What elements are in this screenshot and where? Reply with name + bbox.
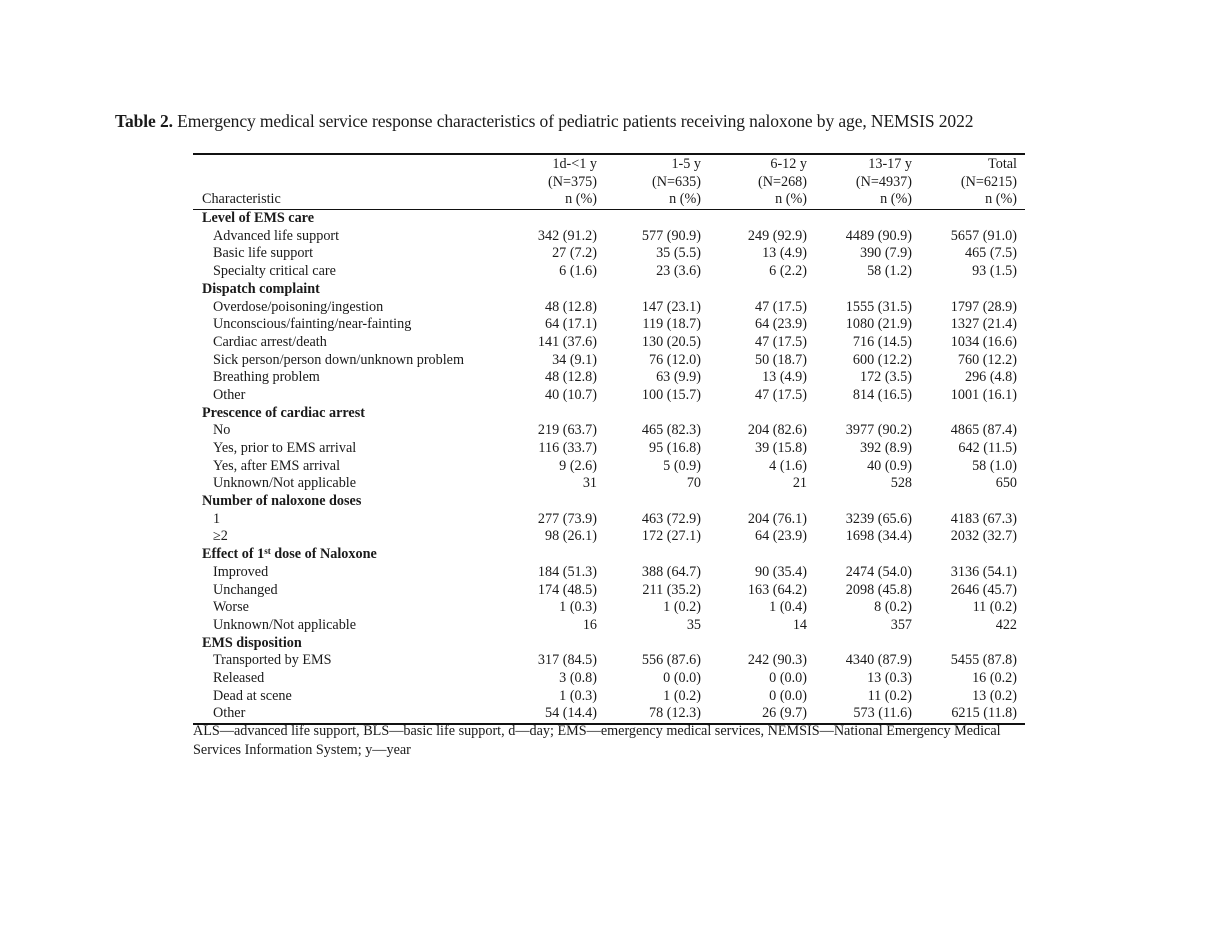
cell-value: 40 (0.9) — [867, 457, 912, 474]
cell-value: 63 (9.9) — [656, 369, 701, 386]
cell-value: 130 (20.5) — [641, 333, 701, 350]
row-label: Cardiac arrest/death — [213, 333, 327, 350]
section-title: Level of EMS care — [202, 210, 315, 227]
cell-value: 119 (18.7) — [642, 316, 701, 333]
cell-value: 388 (64.7) — [641, 563, 701, 580]
row-label: Sick person/person down/unknown problem — [213, 351, 465, 368]
cell-value: 90 (35.4) — [754, 563, 807, 580]
cell-value: 211 (35.2) — [642, 581, 701, 598]
table-row — [193, 440, 1025, 458]
cell-value: 76 (12.0) — [648, 351, 701, 368]
cell-value: 204 (76.1) — [747, 510, 807, 527]
table-row — [193, 387, 1025, 405]
cell-value: 116 (33.7) — [538, 440, 597, 456]
row-label: Improved — [213, 563, 269, 580]
cell-value: 35 — [686, 616, 701, 633]
cell-value: 1 (0.3) — [559, 599, 597, 616]
col-header-n: (N=6215) — [960, 173, 1017, 190]
section-header-row — [193, 210, 1025, 228]
table-caption — [115, 111, 973, 132]
table-row — [193, 352, 1025, 370]
section-header-row — [193, 546, 1025, 564]
cell-value: 465 (82.3) — [641, 422, 701, 439]
col-header-age: 1d-<1 y — [552, 156, 597, 172]
cell-value: 141 (37.6) — [537, 333, 597, 350]
cell-value: 1555 (31.5) — [845, 298, 912, 315]
cell-value: 21 — [792, 475, 807, 492]
cell-value: 1 (0.3) — [559, 687, 597, 704]
cell-value: 716 (14.5) — [852, 333, 912, 350]
cell-value: 1 (0.4) — [769, 599, 807, 616]
cell-value: 93 (1.5) — [972, 263, 1017, 280]
cell-value: 172 (3.5) — [859, 369, 912, 386]
table-row — [193, 228, 1025, 246]
cell-value: 600 (12.2) — [852, 351, 912, 368]
row-label: Unconscious/fainting/near-fainting — [213, 316, 412, 333]
cell-value: 0 (0.0) — [663, 669, 701, 686]
cell-value: 100 (15.7) — [641, 386, 701, 403]
table-row — [193, 511, 1025, 529]
cell-value: 184 (51.3) — [537, 563, 597, 580]
col-header-unit: n (%) — [880, 191, 912, 208]
cell-value: 13 (4.9) — [762, 245, 807, 262]
cell-value: 40 (10.7) — [544, 386, 597, 403]
cell-value: 642 (11.5) — [958, 440, 1017, 456]
cell-value: 814 (16.5) — [852, 386, 912, 403]
cell-value: 577 (90.9) — [641, 227, 701, 244]
cell-value: 4340 (87.9) — [845, 652, 912, 669]
cell-value: 147 (23.1) — [641, 298, 701, 315]
table-row — [193, 670, 1025, 688]
table-row — [193, 564, 1025, 582]
col-header-unit: n (%) — [985, 191, 1017, 208]
cell-value: 16 — [582, 616, 597, 633]
cell-value: 2098 (45.8) — [845, 581, 912, 598]
cell-value: 277 (73.9) — [537, 510, 597, 527]
cell-value: 1698 (34.4) — [845, 528, 912, 545]
cell-value: 5657 (91.0) — [950, 227, 1017, 244]
row-label: Transported by EMS — [213, 652, 332, 669]
cell-value: 6 (2.2) — [769, 263, 807, 280]
cell-value: 47 (17.5) — [754, 333, 807, 350]
cell-value: 174 (48.5) — [537, 581, 597, 598]
table-row — [193, 458, 1025, 476]
cell-value: 163 (64.2) — [747, 581, 807, 598]
col-header-n: (N=4937) — [855, 173, 912, 190]
cell-value: 1797 (28.9) — [950, 298, 1017, 315]
table-header — [193, 155, 1025, 209]
cell-value: 3 (0.8) — [559, 669, 597, 686]
table-row — [193, 582, 1025, 600]
cell-value: 556 (87.6) — [641, 652, 701, 669]
col-header-unit: n (%) — [565, 191, 597, 208]
cell-value: 2474 (54.0) — [845, 563, 912, 580]
col-header-characteristic: Characteristic — [202, 191, 281, 208]
cell-value: 34 (9.1) — [552, 351, 597, 368]
section-title: Number of naloxone doses — [202, 493, 362, 510]
cell-value: 463 (72.9) — [641, 510, 701, 527]
cell-value: 3239 (65.6) — [845, 510, 912, 527]
cell-value: 9 (2.6) — [559, 457, 597, 474]
table-row — [193, 245, 1025, 263]
section-title: Prescence of cardiac arrest — [202, 404, 365, 421]
col-header-unit: n (%) — [775, 191, 807, 208]
table-title: Emergency medical service response characteristics of pediatric patients receiving naloxone by age, NEMSIS 2022 — [172, 111, 974, 131]
cell-value: 98 (26.1) — [544, 528, 597, 545]
table-row — [193, 299, 1025, 317]
cell-value: 528 — [890, 475, 912, 492]
table-row — [193, 475, 1025, 493]
cell-value: 760 (12.2) — [957, 351, 1017, 368]
cell-value: 6215 (11.8) — [951, 705, 1017, 722]
cell-value: 296 (4.8) — [964, 369, 1017, 386]
row-label: Yes, after EMS arrival — [213, 457, 341, 474]
section-header-row — [193, 281, 1025, 299]
cell-value: 2646 (45.7) — [950, 581, 1017, 598]
table-row — [193, 617, 1025, 635]
cell-value: 4865 (87.4) — [950, 422, 1017, 439]
table-row — [193, 599, 1025, 617]
cell-value: 317 (84.5) — [537, 652, 597, 669]
table-footnote: ALS—advanced life support, BLS—basic life support, d—day; EMS—emergency medical services, NEMSIS—National Emergency Medical Services Information System; y—year — [193, 723, 1001, 758]
cell-value: 64 (23.9) — [754, 528, 807, 545]
table-row — [193, 705, 1025, 723]
cell-value: 4 (1.6) — [769, 457, 807, 474]
cell-value: 4183 (67.3) — [950, 510, 1017, 527]
col-header-unit: n (%) — [669, 191, 701, 208]
section-header-row — [193, 405, 1025, 423]
cell-value: 204 (82.6) — [747, 422, 807, 439]
table-row — [193, 528, 1025, 546]
section-header-row — [193, 493, 1025, 511]
cell-value: 14 — [792, 616, 807, 633]
cell-value: 422 — [995, 616, 1017, 633]
cell-value: 342 (91.2) — [537, 227, 597, 244]
cell-value: 242 (90.3) — [747, 652, 807, 669]
row-label: Other — [213, 386, 246, 403]
data-table — [193, 153, 1025, 725]
col-header-age: 1-5 y — [671, 156, 701, 172]
table-row — [193, 263, 1025, 281]
row-label: Unchanged — [213, 581, 278, 598]
cell-value: 31 — [582, 475, 597, 492]
cell-value: 1034 (16.6) — [950, 333, 1017, 350]
table-row — [193, 688, 1025, 706]
cell-value: 27 (7.2) — [552, 245, 597, 262]
cell-value: 23 (3.6) — [656, 263, 701, 280]
row-label: Unknown/Not applicable — [213, 475, 357, 492]
cell-value: 1001 (16.1) — [950, 386, 1017, 403]
cell-value: 6 (1.6) — [559, 263, 597, 280]
row-label: Advanced life support — [213, 227, 340, 244]
cell-value: 465 (7.5) — [964, 245, 1017, 262]
cell-value: 249 (92.9) — [747, 227, 807, 244]
header-row-unit — [193, 191, 1025, 209]
cell-value: 39 (15.8) — [754, 440, 807, 456]
section-title-part: dose of Naloxone — [270, 546, 377, 563]
cell-value: 47 (17.5) — [754, 298, 807, 315]
section-title — [202, 546, 377, 564]
row-label: 1 — [213, 510, 221, 527]
cell-value: 13 (0.2) — [972, 687, 1017, 704]
cell-value: 48 (12.8) — [544, 369, 597, 386]
cell-value: 3977 (90.2) — [845, 422, 912, 439]
cell-value: 0 (0.0) — [769, 687, 807, 704]
cell-value: 58 (1.0) — [972, 457, 1017, 474]
col-header-age: Total — [988, 156, 1017, 172]
table-row — [193, 422, 1025, 440]
cell-value: 357 — [890, 616, 912, 633]
cell-value: 3136 (54.1) — [950, 563, 1017, 580]
cell-value: 26 (9.7) — [762, 705, 807, 722]
cell-value: 64 (17.1) — [544, 316, 597, 333]
cell-value: 573 (11.6) — [853, 705, 912, 722]
cell-value: 95 (16.8) — [648, 440, 701, 456]
table-label: Table 2. — [115, 111, 173, 131]
row-label: Unknown/Not applicable — [213, 616, 357, 633]
col-header-n: (N=375) — [548, 173, 597, 190]
cell-value: 78 (12.3) — [648, 705, 701, 722]
row-label: Breathing problem — [213, 369, 320, 386]
cell-value: 172 (27.1) — [641, 528, 701, 545]
section-header-row — [193, 635, 1025, 653]
cell-value: 47 (17.5) — [754, 386, 807, 403]
cell-value: 219 (63.7) — [537, 422, 597, 439]
cell-value: 70 — [686, 475, 701, 492]
cell-value: 16 (0.2) — [972, 669, 1017, 686]
cell-value: 64 (23.9) — [754, 316, 807, 333]
table-row — [193, 316, 1025, 334]
cell-value: 1 (0.2) — [663, 599, 701, 616]
row-label: Dead at scene — [213, 687, 292, 704]
cell-value: 50 (18.7) — [754, 351, 807, 368]
cell-value: 48 (12.8) — [544, 298, 597, 315]
col-header-n: (N=268) — [758, 173, 807, 190]
section-title-superscript: st — [264, 546, 271, 557]
row-label: Basic life support — [213, 245, 314, 262]
table-body — [193, 210, 1025, 723]
cell-value: 1 (0.2) — [663, 687, 701, 704]
cell-value: 5 (0.9) — [663, 457, 701, 474]
row-label: No — [213, 422, 231, 439]
table-row — [193, 334, 1025, 352]
cell-value: 1327 (21.4) — [950, 316, 1017, 333]
cell-value: 390 (7.9) — [859, 245, 912, 262]
cell-value: 4489 (90.9) — [845, 227, 912, 244]
cell-value: 2032 (32.7) — [950, 528, 1017, 545]
section-title-part: Effect of 1 — [202, 546, 265, 563]
cell-value: 13 (0.3) — [867, 669, 912, 686]
row-label: Released — [213, 669, 265, 686]
row-label: Specialty critical care — [213, 263, 336, 280]
header-row-age — [193, 156, 1025, 174]
cell-value: 11 (0.2) — [867, 687, 912, 704]
table-row — [193, 652, 1025, 670]
table-row — [193, 369, 1025, 387]
row-label: Worse — [213, 599, 249, 616]
row-label: ≥2 — [213, 528, 228, 545]
cell-value: 13 (4.9) — [762, 369, 807, 386]
cell-value: 35 (5.5) — [656, 245, 701, 262]
cell-value: 58 (1.2) — [867, 263, 912, 280]
cell-value: 11 (0.2) — [972, 599, 1017, 616]
row-label: Overdose/poisoning/ingestion — [213, 298, 384, 315]
col-header-age: 13-17 y — [868, 156, 912, 172]
section-title: Dispatch complaint — [202, 280, 320, 297]
row-label: Other — [213, 705, 246, 722]
section-title: EMS disposition — [202, 634, 302, 651]
cell-value: 392 (8.9) — [859, 440, 912, 456]
cell-value: 0 (0.0) — [769, 669, 807, 686]
header-row-n — [193, 174, 1025, 192]
cell-value: 5455 (87.8) — [950, 652, 1017, 669]
cell-value: 1080 (21.9) — [845, 316, 912, 333]
col-header-n: (N=635) — [652, 173, 701, 190]
row-label: Yes, prior to EMS arrival — [213, 440, 357, 456]
cell-value: 650 — [995, 475, 1017, 492]
col-header-age: 6-12 y — [770, 156, 807, 172]
cell-value: 54 (14.4) — [544, 705, 597, 722]
cell-value: 8 (0.2) — [874, 599, 912, 616]
